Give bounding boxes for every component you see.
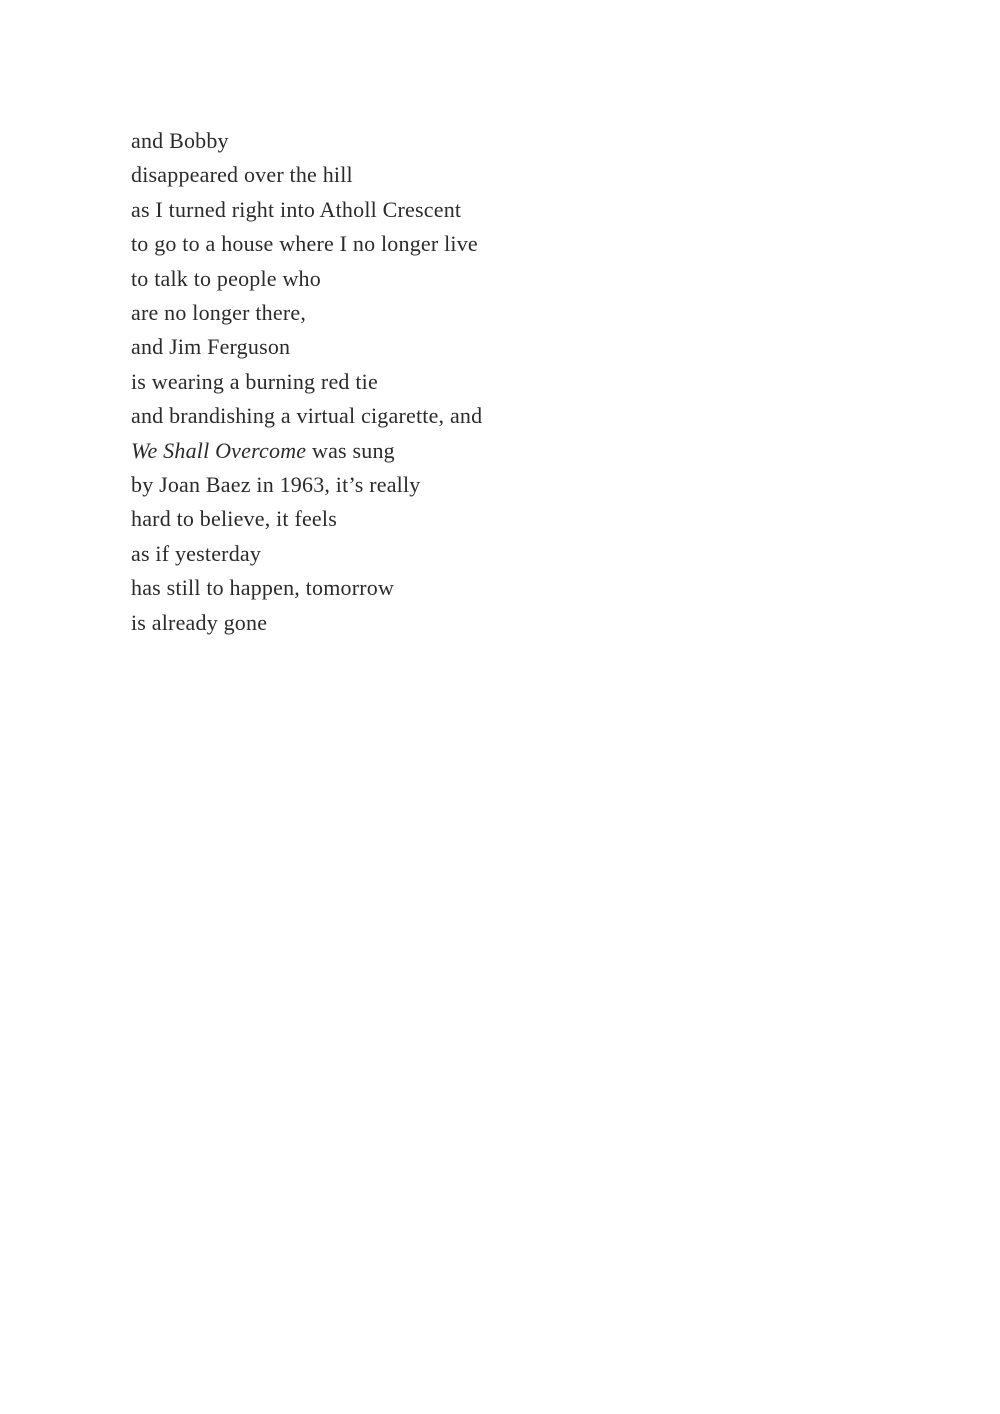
poem-line — [131, 434, 482, 468]
poem-segment: as if yesterday — [131, 540, 262, 566]
poem-line — [131, 399, 482, 433]
poem-segment: is wearing a burning red tie — [131, 368, 378, 394]
poem-line — [131, 296, 482, 330]
poem-line — [131, 262, 482, 296]
poem-line — [131, 227, 482, 261]
poem-segment: as I turned right into Atholl Crescent — [131, 196, 462, 222]
poem-text — [131, 124, 482, 640]
poem-segment: and Jim Ferguson — [131, 334, 291, 360]
poem-segment: by Joan Baez in 1963, it’s really — [131, 472, 421, 498]
poem-segment: and Bobby — [131, 128, 229, 153]
poem-line — [131, 330, 482, 364]
poem-line — [131, 571, 482, 605]
poem-segment-italic: We Shall Overcome — [131, 437, 307, 463]
poem-line — [131, 124, 482, 158]
poem-segment: to go to a house where I no longer live — [131, 231, 478, 257]
poem-line — [131, 502, 482, 536]
poem-line — [131, 365, 482, 399]
poem-line — [131, 606, 482, 640]
poem-line — [131, 193, 482, 227]
poem-segment: has still to happen, tomorrow — [131, 575, 395, 601]
poem-segment: and brandishing a virtual cigarette, and — [131, 403, 483, 429]
poem-segment: was sung — [306, 437, 395, 463]
poem-line — [131, 158, 482, 192]
poem-segment: disappeared over the hill — [131, 162, 353, 188]
poem-line — [131, 537, 482, 571]
poem-line — [131, 468, 482, 502]
poem-segment: hard to believe, it feels — [131, 506, 337, 532]
poem-segment: is already gone — [131, 609, 268, 635]
poem-segment: are no longer there, — [131, 300, 307, 326]
poem-segment: to talk to people who — [131, 265, 321, 291]
